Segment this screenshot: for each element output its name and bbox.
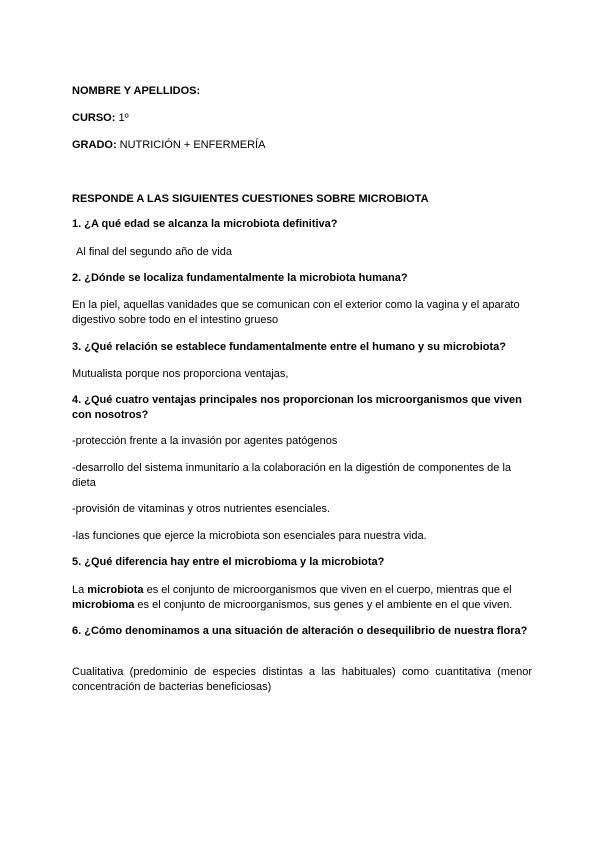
question-6: 6. ¿Cómo denominamos a una situación de alteración o desequilibrio de nuestra flora? — [72, 625, 528, 637]
course-label: CURSO: — [72, 112, 116, 124]
question-2: 2. ¿Dónde se localiza fundamentalmente la microbiota humana? — [72, 272, 408, 284]
answer-4-item: -protección frente a la invasión por agentes patógenos — [72, 435, 338, 447]
answer-4-item: -las funciones que ejerce la microbiota son esenciales para nuestra vida. — [72, 530, 427, 542]
answer-1: Al final del segundo año de vida — [76, 246, 232, 258]
question-1: 1. ¿A qué edad se alcanza la microbiota definitiva? — [72, 218, 338, 230]
question-5: 5. ¿Qué diferencia hay entre el microbioma y la microbiota? — [72, 556, 385, 568]
answer-5-term-microbiota: microbiota — [87, 584, 144, 596]
name-label: NOMBRE Y APELLIDOS: — [72, 85, 201, 97]
degree-label: GRADO: — [72, 139, 117, 151]
question-4: 4. ¿Qué cuatro ventajas principales nos proporcionan los microorganismos que viven con nosotros? — [72, 394, 522, 421]
answer-5-text: es el conjunto de microorganismos, sus genes y el ambiente en el que viven. — [134, 599, 513, 611]
course-line — [72, 111, 129, 126]
answer-4-item: -desarrollo del sistema inmunitario a la colaboración en la digestión de componentes de la dieta — [72, 462, 512, 489]
answer-3: Mutualista porque nos proporciona ventajas, — [72, 368, 289, 380]
course-value: 1º — [118, 112, 129, 124]
document-title: RESPONDE A LAS SIGUIENTES CUESTIONES SOBRE MICROBIOTA — [72, 193, 429, 205]
answer-5-term-microbioma: microbioma — [72, 599, 135, 611]
answer-5-text: es el conjunto de microorganismos que viven en el cuerpo, mientras que el — [143, 584, 512, 596]
answer-5-text: La — [72, 584, 88, 596]
answer-2: En la piel, aquellas vanidades que se comunican con el exterior como la vagina y el aparato digestivo sobre todo en el intestino grueso — [72, 299, 520, 326]
answer-4-item: -provisión de vitaminas y otros nutrientes esenciales. — [72, 503, 331, 515]
question-3: 3. ¿Qué relación se establece fundamentalmente entre el humano y su microbiota? — [72, 341, 507, 353]
degree-value: NUTRICIÓN + ENFERMERÍA — [119, 139, 266, 151]
answer-5 — [72, 583, 532, 613]
answer-6: Cualitativa (predominio de especies distintas a las habituales) como cuantitativa (menor concentración de bacterias beneficiosas) — [72, 666, 532, 693]
degree-line — [72, 138, 265, 153]
